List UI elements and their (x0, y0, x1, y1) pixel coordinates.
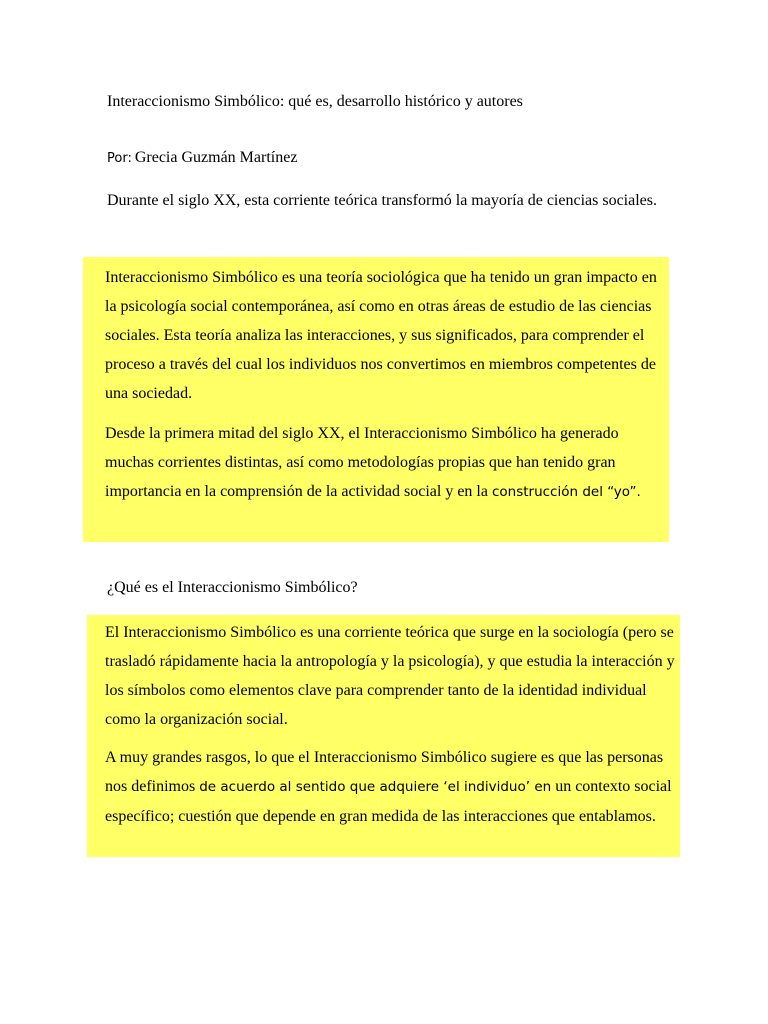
intro-highlight-box (83, 257, 669, 542)
intro-paragraph-2-main: Desde la primera mitad del siglo XX, el Interaccionismo Simbólico ha generado muchas corrientes distintas, así como metodologías propias que han tenido gran importancia en la comprensión de la actividad social y en la (105, 425, 619, 500)
section-heading: ¿Qué es el Interaccionismo Simbólico? (107, 579, 358, 596)
document-title: Interaccionismo Simbólico: qué es, desarrollo histórico y autores (107, 93, 523, 110)
definition-paragraph-2-sans: de acuerdo al sentido que adquiere ‘el individuo’ en (199, 779, 552, 795)
definition-paragraph-2-end: un contexto social específico; cuestión que depende en gran medida de las interacciones que entablamos. (105, 778, 672, 825)
definition-highlight-box (87, 615, 680, 857)
author-name: Grecia Guzmán Martínez (134, 149, 298, 166)
byline (107, 148, 297, 169)
definition-paragraph-1: El Interaccionismo Simbólico es una corriente teórica que surge en la sociología (pero se trasladó rápidamente hacia la antropología y la psicología), y que estudia la interacción y los símbolos como elementos clave para comprender tanto de la identidad individual como la organización social. (105, 624, 675, 728)
intro-paragraph-2-tail: construcción del “yo”. (491, 484, 641, 500)
definition-paragraph-2 (105, 743, 675, 831)
lead-paragraph: Durante el siglo XX, esta corriente teórica transformó la mayoría de ciencias sociales. (107, 192, 657, 209)
byline-label: Por: (107, 151, 132, 166)
intro-paragraph-2 (105, 419, 665, 507)
definition-paragraph-2-start: A muy grandes rasgos, lo que el Interaccionismo Simbólico sugiere es que las personas nos definimos (105, 749, 664, 795)
intro-paragraph-1: Interaccionismo Simbólico es una teoría sociológica que ha tenido un gran impacto en la psicología social contemporánea, así como en otras áreas de estudio de las ciencias sociales. Esta teoría analiza las interacciones, y sus significados, para comprender el proceso a través del cual los individuos nos convertimos en miembros competentes de una sociedad. (105, 269, 657, 402)
